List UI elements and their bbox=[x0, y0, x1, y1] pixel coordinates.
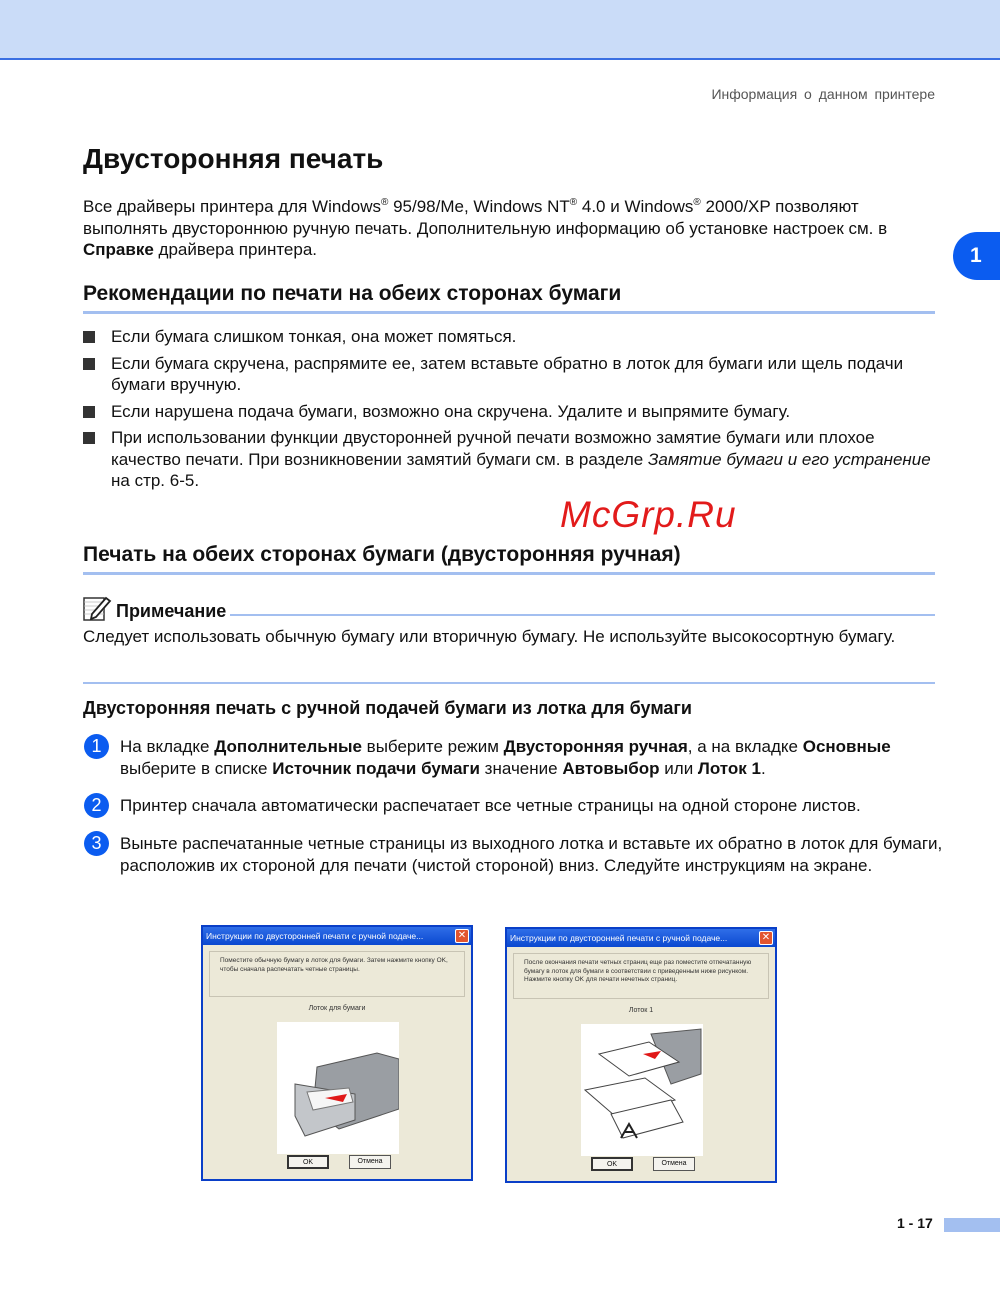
close-icon[interactable]: ✕ bbox=[759, 931, 773, 945]
ok-button[interactable]: OK bbox=[591, 1157, 633, 1171]
dialog-even-pages bbox=[201, 925, 473, 1181]
dialog-title: Инструкции по двусторонней печати с ручной подаче... bbox=[203, 927, 471, 945]
dialog-message: После окончания печати четных страниц еще раз поместите отпечатанную бумагу в лоток для бумаги в соответствии с приведенным ниже рисунком. Нажмите кнопку OK для печати нечетных страниц. bbox=[513, 953, 769, 999]
divider bbox=[83, 311, 935, 314]
intro-paragraph: Все драйверы принтера для Windows® 95/98/Me, Windows NT® 4.0 и Windows® 2000/XP позволяют выполнять двустороннюю ручную печать. Дополнительную информацию об установке настроек см. в Справке драйвера принтера. bbox=[83, 197, 888, 259]
dialog-title: Инструкции по двусторонней печати с ручной подаче... bbox=[507, 929, 775, 947]
bullet-icon bbox=[83, 406, 95, 418]
dialog-message: Поместите обычную бумагу в лоток для бумаги. Затем нажмите кнопку OK, чтобы сначала распечатать четные страницы. bbox=[209, 951, 465, 997]
footer-bar bbox=[944, 1218, 1000, 1232]
recommendations-list bbox=[83, 326, 943, 497]
divider bbox=[230, 614, 935, 616]
dialog-caption: Лоток 1 bbox=[628, 1007, 654, 1014]
watermark: McGrp.Ru bbox=[560, 494, 737, 535]
section-heading-duplex: Печать на обеих сторонах бумаги (двусторонняя ручная) bbox=[83, 543, 681, 566]
step-number-icon: 3 bbox=[84, 831, 109, 856]
cancel-button[interactable]: Отмена bbox=[349, 1155, 391, 1169]
note-pencil-icon bbox=[82, 594, 112, 622]
bullet-icon bbox=[83, 358, 95, 370]
list-item: Если бумага слишком тонкая, она может помяться. bbox=[83, 326, 943, 348]
bullet-icon bbox=[83, 432, 95, 444]
link-paper-jam[interactable]: Замятие бумаги и его устранение bbox=[647, 449, 931, 469]
step-3: 3 Выньте распечатанные четные страницы из выходного лотка и вставьте их обратно в лоток для бумаги, расположив их стороной для печати (чистой стороной) вниз. Следуйте инструкциям на экране. bbox=[83, 833, 943, 876]
header-band bbox=[0, 0, 1000, 60]
printer-icon bbox=[277, 1022, 399, 1154]
printer-tray-image bbox=[277, 1022, 399, 1154]
step-1: 1 На вкладке Дополнительные выберите режим Двусторонняя ручная, а на вкладке Основные выберите в списке Источник подачи бумаги значение Автовыбор или Лоток 1. bbox=[83, 736, 943, 779]
step-number-icon: 1 bbox=[84, 734, 109, 759]
list-item: При использовании функции двусторонней ручной печати возможно замятие бумаги или плохое качество печати. При возникновении замятий бумаги см. в разделе Замятие бумаги и его устранение на стр. 6-5. bbox=[83, 427, 943, 492]
page-number: 1 - 17 bbox=[897, 1215, 933, 1231]
divider bbox=[83, 682, 935, 684]
cancel-button[interactable]: Отмена bbox=[653, 1157, 695, 1171]
bullet-icon bbox=[83, 331, 95, 343]
paper-stack-icon bbox=[581, 1024, 703, 1156]
note-title: Примечание bbox=[116, 601, 227, 621]
subheading: Двусторонняя печать с ручной подачей бумаги из лотка для бумаги bbox=[83, 698, 692, 718]
close-icon[interactable]: ✕ bbox=[455, 929, 469, 943]
dialog-odd-pages bbox=[505, 927, 777, 1183]
step-number-icon: 2 bbox=[84, 793, 109, 818]
list-item: Если нарушена подача бумаги, возможно она скручена. Удалите и выпрямите бумагу. bbox=[83, 401, 943, 423]
running-header: Информация о данном принтере bbox=[711, 86, 935, 102]
note-text: Следует использовать обычную бумагу или вторичную бумагу. Не используйте высокосортную бумагу. bbox=[83, 627, 896, 646]
list-item: Если бумага скручена, распрямите ее, затем вставьте обратно в лоток для бумаги или щель подачи бумаги вручную. bbox=[83, 353, 943, 396]
page-title: Двусторонняя печать bbox=[83, 143, 384, 174]
divider bbox=[83, 572, 935, 575]
ok-button[interactable]: OK bbox=[287, 1155, 329, 1169]
section-heading-recommendations: Рекомендации по печати на обеих сторонах бумаги bbox=[83, 282, 622, 305]
step-2: 2 Принтер сначала автоматически распечатает все четные страницы на одной стороне листов. bbox=[83, 795, 943, 817]
chapter-tab[interactable]: 1 bbox=[953, 232, 1000, 280]
dialog-caption: Лоток для бумаги bbox=[308, 1005, 366, 1012]
paper-orientation-image bbox=[581, 1024, 703, 1156]
